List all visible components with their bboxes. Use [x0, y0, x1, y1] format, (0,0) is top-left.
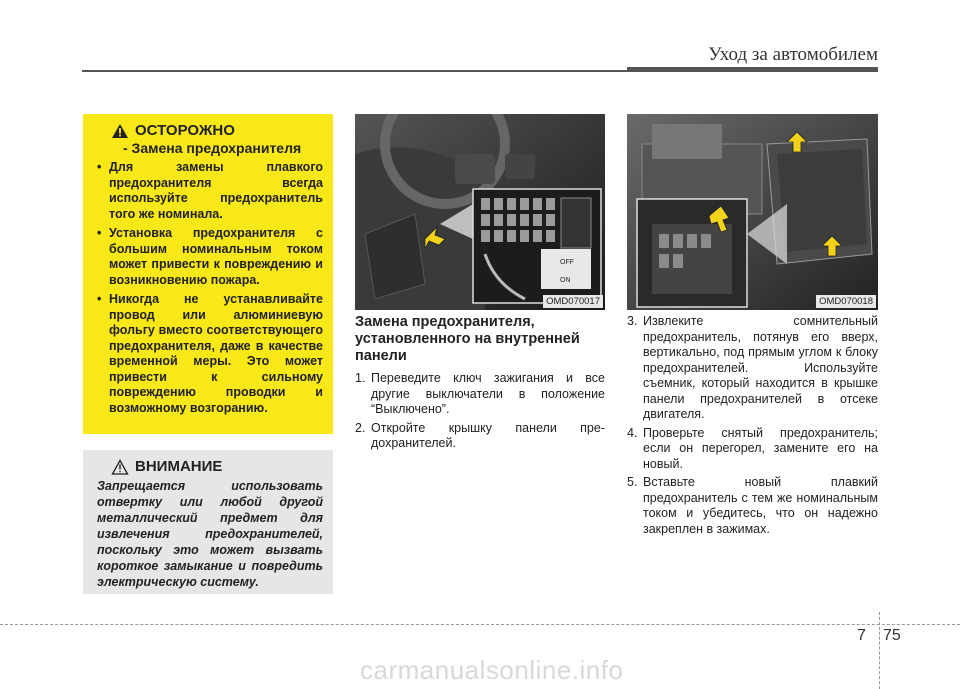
step-number: 4. [627, 425, 638, 440]
header-rule-accent [627, 67, 878, 72]
caution-box [83, 114, 333, 434]
step-list-middle [355, 371, 605, 455]
notice-header [111, 458, 323, 475]
step-number: 2. [355, 420, 366, 435]
header-title: Уход за автомобилем [708, 44, 878, 65]
notice-box [83, 450, 333, 594]
photo2-label: OMD070018 [816, 295, 876, 308]
step-list-right [627, 314, 878, 540]
caution-item: • Для замены плавкого предохранителя всегда используйте предохранитель того же номинала. [97, 160, 323, 222]
step-text: Проверьте снятый предохранитель; если он перегорел, замените его на новый. [643, 425, 878, 471]
step-number: 1. [355, 371, 366, 385]
step-text: Вставьте новый плавкий предохранитель с тем же номинальным током и убедитесь, что он надежно закреплен в зажимах. [643, 475, 878, 536]
engine-fuse-box-illustration [627, 114, 878, 310]
step-item [627, 426, 878, 473]
step-text: Откройте крышку панели пре-дохранителей. [371, 420, 605, 450]
step-text: Извлеките сомнительный предохранитель, потянув его вверх, вертикально, под прямым углом к блоку предохранителей. Используйте съемник, который находится в крышке панели предохранителей в отсеке двигателя. [643, 314, 878, 421]
caution-header [111, 122, 323, 139]
step-item [355, 421, 605, 452]
caution-subtitle: - Замена предохранителя [123, 140, 302, 156]
step-item [627, 475, 878, 537]
photo1-switch-on-label: ON [560, 277, 571, 284]
interior-fuse-panel-illustration [355, 114, 605, 310]
interior-fuse-panel-photo [355, 114, 605, 310]
watermark: carmanualsonline.info [360, 655, 624, 685]
footer-divider [879, 612, 880, 689]
engine-fuse-box-photo [627, 114, 878, 310]
step-item [355, 371, 605, 418]
notice-body: Запрещается использовать отвертку или любой другой металлический предмет для извлечения предохранителей, поскольку это может вызвать короткое замыкание и повредить электрическую систему. [97, 479, 323, 589]
notice-title: ВНИМАНИЕ [135, 458, 223, 475]
footer-rule [0, 624, 960, 625]
photo1-switch-off-label: OFF [560, 259, 574, 266]
chapter-number: 7 [857, 627, 866, 644]
step-number: 5. [627, 475, 638, 489]
warning-triangle-filled-icon [111, 123, 129, 139]
caution-item: • Никогда не устанавливайте провод или алюминиевую фольгу вместо соответствующего предохранителя, даже в качестве временной меры. Это может привести к сильному повреждению проводки и возможному возгоранию. [97, 292, 323, 416]
photo1-label: OMD070017 [543, 295, 603, 308]
page-number: 75 [883, 627, 901, 644]
caution-list [97, 160, 323, 416]
section-heading: Замена предохранителя, установленного на внутренней панели [355, 314, 580, 364]
step-text: Переведите ключ зажигания и все другие выключатели в положение “Выключено”. [371, 371, 605, 416]
warning-triangle-outline-icon [111, 459, 129, 475]
caution-title: ОСТОРОЖНО [135, 122, 235, 139]
caution-item: • Установка предохранителя с большим номинальным током может привести к повреждению и возникновению пожара. [97, 226, 323, 288]
step-item [627, 314, 878, 423]
step-number: 3. [627, 314, 638, 328]
